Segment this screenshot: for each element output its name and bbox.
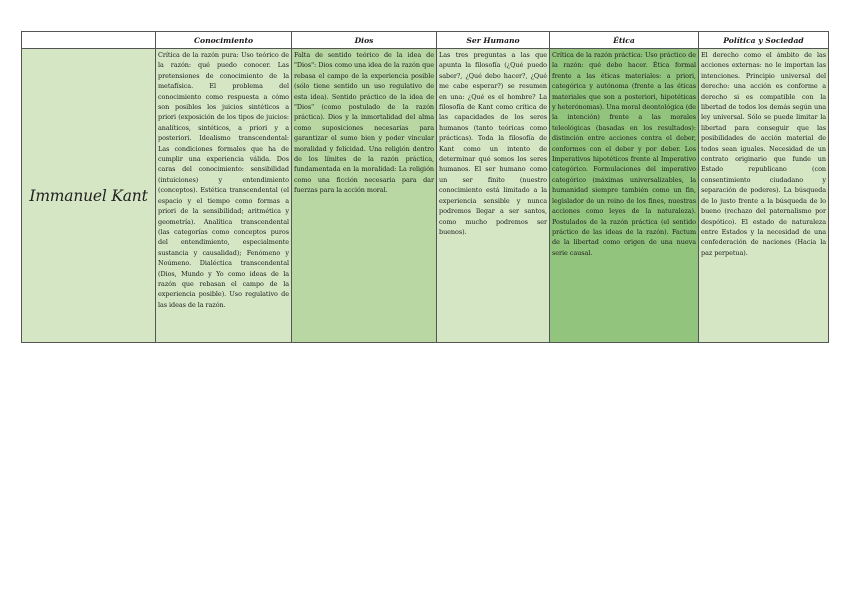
header-ser-humano: Ser Humano <box>437 32 550 49</box>
header-row <box>22 32 829 49</box>
header-dios: Dios <box>292 32 437 49</box>
header-corner <box>22 32 156 49</box>
cell-dios: Falta de sentido teórico de la idea de "Dios": Dios como una idea de la razón que rebasa el campo de la experiencia posible (sólo tiene sentido un uso regulativo de esta idea). Sentido práctico de la idea de "Dios" (como postulado de la razón práctica). Dios y la inmortalidad del alma como suposiciones necesarias para garantizar el sumo bien y poder vincular moralidad y felicidad. Una religión dentro de los límites de la razón práctica, fundamentada en la moralidad: La religión como una ficción necesaria para dar fuerzas para la acción moral. <box>292 49 437 343</box>
kant-summary-table <box>21 31 829 343</box>
table-row <box>22 49 829 343</box>
cell-politica: El derecho como el ámbito de las acciones externas: no le importan las intenciones. Principio universal del derecho: una acción es conforme a derecho si es compatible con la libertad de todos los demás según una ley universal. Sólo se puede limitar la libertad para conseguir que las posibilidades de acción material de todos sean iguales. Necesidad de un contrato originario que funde un Estado republicano (con consentimiento ciudadano y separación de poderes). La búsqueda de lo justo frente a la búsqueda de lo bueno (rechazo del paternalismo por despótico). El estado de naturaleza entre Estados y la necesidad de una confederación de naciones (Hacia la paz perpetua). <box>699 49 829 343</box>
cell-etica: Crítica de la razón práctica: Uso práctico de la razón: qué debo hacer. Ética formal frente a las éticas materiales: a priori, categórica y autónoma (frente a las éticas materiales que son a posteriori, hipotéticas y heterónomas). Una moral deontológica (de la intención) frente a las morales teleológicas (basadas en los resultados): distinción entre acciones contra el deber, conformes con el deber y por deber. Los Imperativos hipotéticos frente al Imperativo categórico. Formulaciones del imperativo categórico (máximas universalizables, la humanidad siempre también como un fin, legislador de un reino de los fines, nuestras acciones como leyes de la naturaleza). Postulados de la razón práctica (el sentido práctico de las ideas de la razón). Factum de la libertad como origen de una nueva serie causal. <box>550 49 699 343</box>
document-page <box>21 31 828 343</box>
cell-conocimiento: Crítica de la razón pura: Uso teórico de la razón: qué puedo conocer. Las pretensiones de conocimiento de la metafísica. El problema del conocimiento como respuesta a cómo son posibles los juicios sintéticos a priori (exposición de los tipos de juicios: analíticos, sintéticos, a priori y a posteriori. Idealismo transcendental: Las condiciones formales que ha de cumplir una experiencia válida. Dos caras del conocimiento: sensibilidad (intuiciones) y entendimiento (conceptos). Estética transcendental (el espacio y el tiempo como formas a priori de la sensibilidad; aritmética y geometría). Analítica transcendental (las categorías como conceptos puros del entendimiento, especialmente sustancia y causalidad); Fenómeno y Noúmeno. Dialéctica transcendental (Dios, Mundo y Yo como ideas de la razón que rebasan el campo de la experiencia posible). Uso regulativo de las ideas de la razón. <box>156 49 292 343</box>
cell-ser-humano: Las tres preguntas a las que apunta la filosofía (¿Qué puedo saber?, ¿Qué debo hacer?, ¿Qué me cabe esperar?) se resumen en una: ¿Qué es el hombre? La filosofía de Kant como crítica de las capacidades de los seres humanos (tanto teóricas como prácticas). Toda la filosofía de Kant como un intento de determinar qué somos los seres humanos. El ser humano como un ser finito (nuestro conocimiento está limitado a la experiencia sensible y nunca podremos llegar a ser santos, como mucho podremos ser buenos). <box>437 49 550 343</box>
header-conocimiento: Conocimiento <box>156 32 292 49</box>
header-politica: Política y Sociedad <box>699 32 829 49</box>
philosopher-name: Immanuel Kant <box>29 187 148 205</box>
header-etica: Ética <box>550 32 699 49</box>
row-label-cell <box>22 49 156 343</box>
